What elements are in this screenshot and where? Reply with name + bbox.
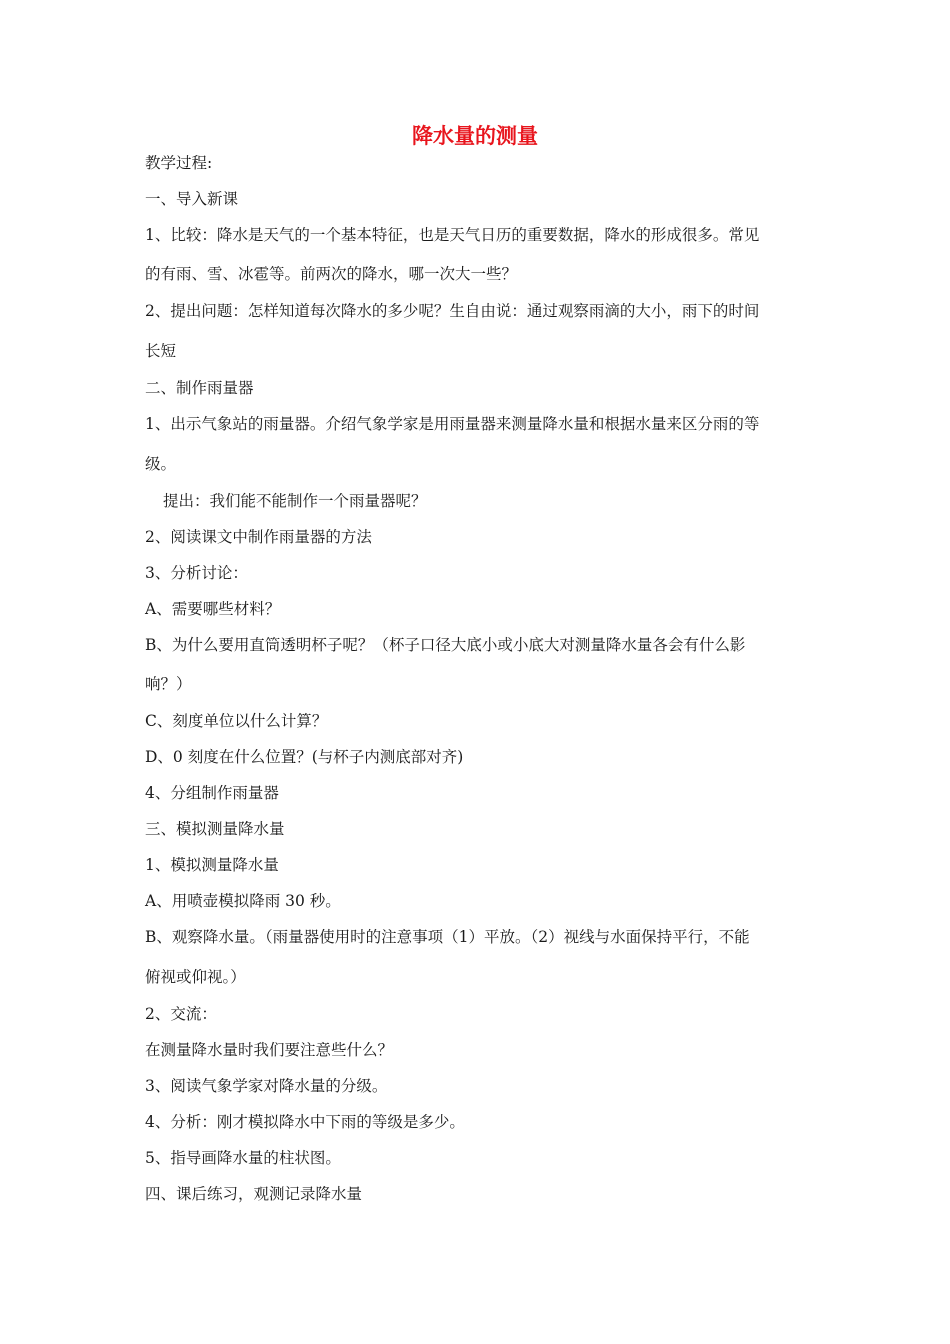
text-line: D、0 刻度在什么位置？(与杯子内测底部对齐) (145, 748, 464, 766)
section-heading: 三、模拟测量降水量 (145, 820, 285, 838)
text-line: 4、分组制作雨量器 (145, 784, 279, 802)
text-line: 提出：我们能不能制作一个雨量器呢？ (163, 492, 427, 510)
text-line: 2、阅读课文中制作雨量器的方法 (145, 528, 372, 546)
text-line: 3、分析讨论： (145, 564, 248, 582)
section-heading: 一、导入新课 (145, 190, 239, 208)
section-heading: 二、制作雨量器 (145, 379, 254, 397)
text-line: C、刻度单位以什么计算？ (145, 712, 328, 730)
text-line: 1、出示气象站的雨量器。介绍气象学家是用雨量器来测量降水量和根据水量来区分雨的等 (145, 415, 760, 433)
text-line: 长短 (145, 342, 177, 360)
text-line: 4、分析：刚才模拟降水中下雨的等级是多少。 (145, 1113, 465, 1131)
text-line: 2、提出问题：怎样知道每次降水的多少呢？生自由说：通过观察雨滴的大小，雨下的时间 (145, 302, 760, 320)
page-title: 降水量的测量 (412, 124, 538, 148)
text-line: 教学过程: (145, 154, 213, 172)
text-line: A、需要哪些材料？ (145, 600, 281, 618)
section-heading: 四、课后练习，观测记录降水量 (145, 1185, 363, 1203)
text-line: 3、阅读气象学家对降水量的分级。 (145, 1077, 388, 1095)
text-line: 5、指导画降水量的柱状图。 (145, 1149, 341, 1167)
text-line: 的有雨、雪、冰雹等。前两次的降水，哪一次大一些？ (145, 265, 518, 283)
text-line: B、为什么要用直筒透明杯子呢？（杯子口径大底小或小底大对测量降水量各会有什么影 (145, 636, 746, 654)
text-line: 1、模拟测量降水量 (145, 856, 279, 874)
text-line: 响？） (145, 675, 192, 693)
text-line: 俯视或仰视。） (145, 968, 246, 986)
text-line: 1、比较：降水是天气的一个基本特征，也是天气日历的重要数据，降水的形成很多。常见 (145, 226, 760, 244)
text-line: 2、交流： (145, 1005, 217, 1023)
text-line: 级。 (145, 455, 177, 473)
text-line: A、用喷壶模拟降雨 30 秒。 (145, 892, 341, 910)
text-line: 在测量降水量时我们要注意些什么？ (145, 1041, 394, 1059)
text-line: B、观察降水量。（雨量器使用时的注意事项（1）平放。（2）视线与水面保持平行，不能 (145, 928, 750, 946)
